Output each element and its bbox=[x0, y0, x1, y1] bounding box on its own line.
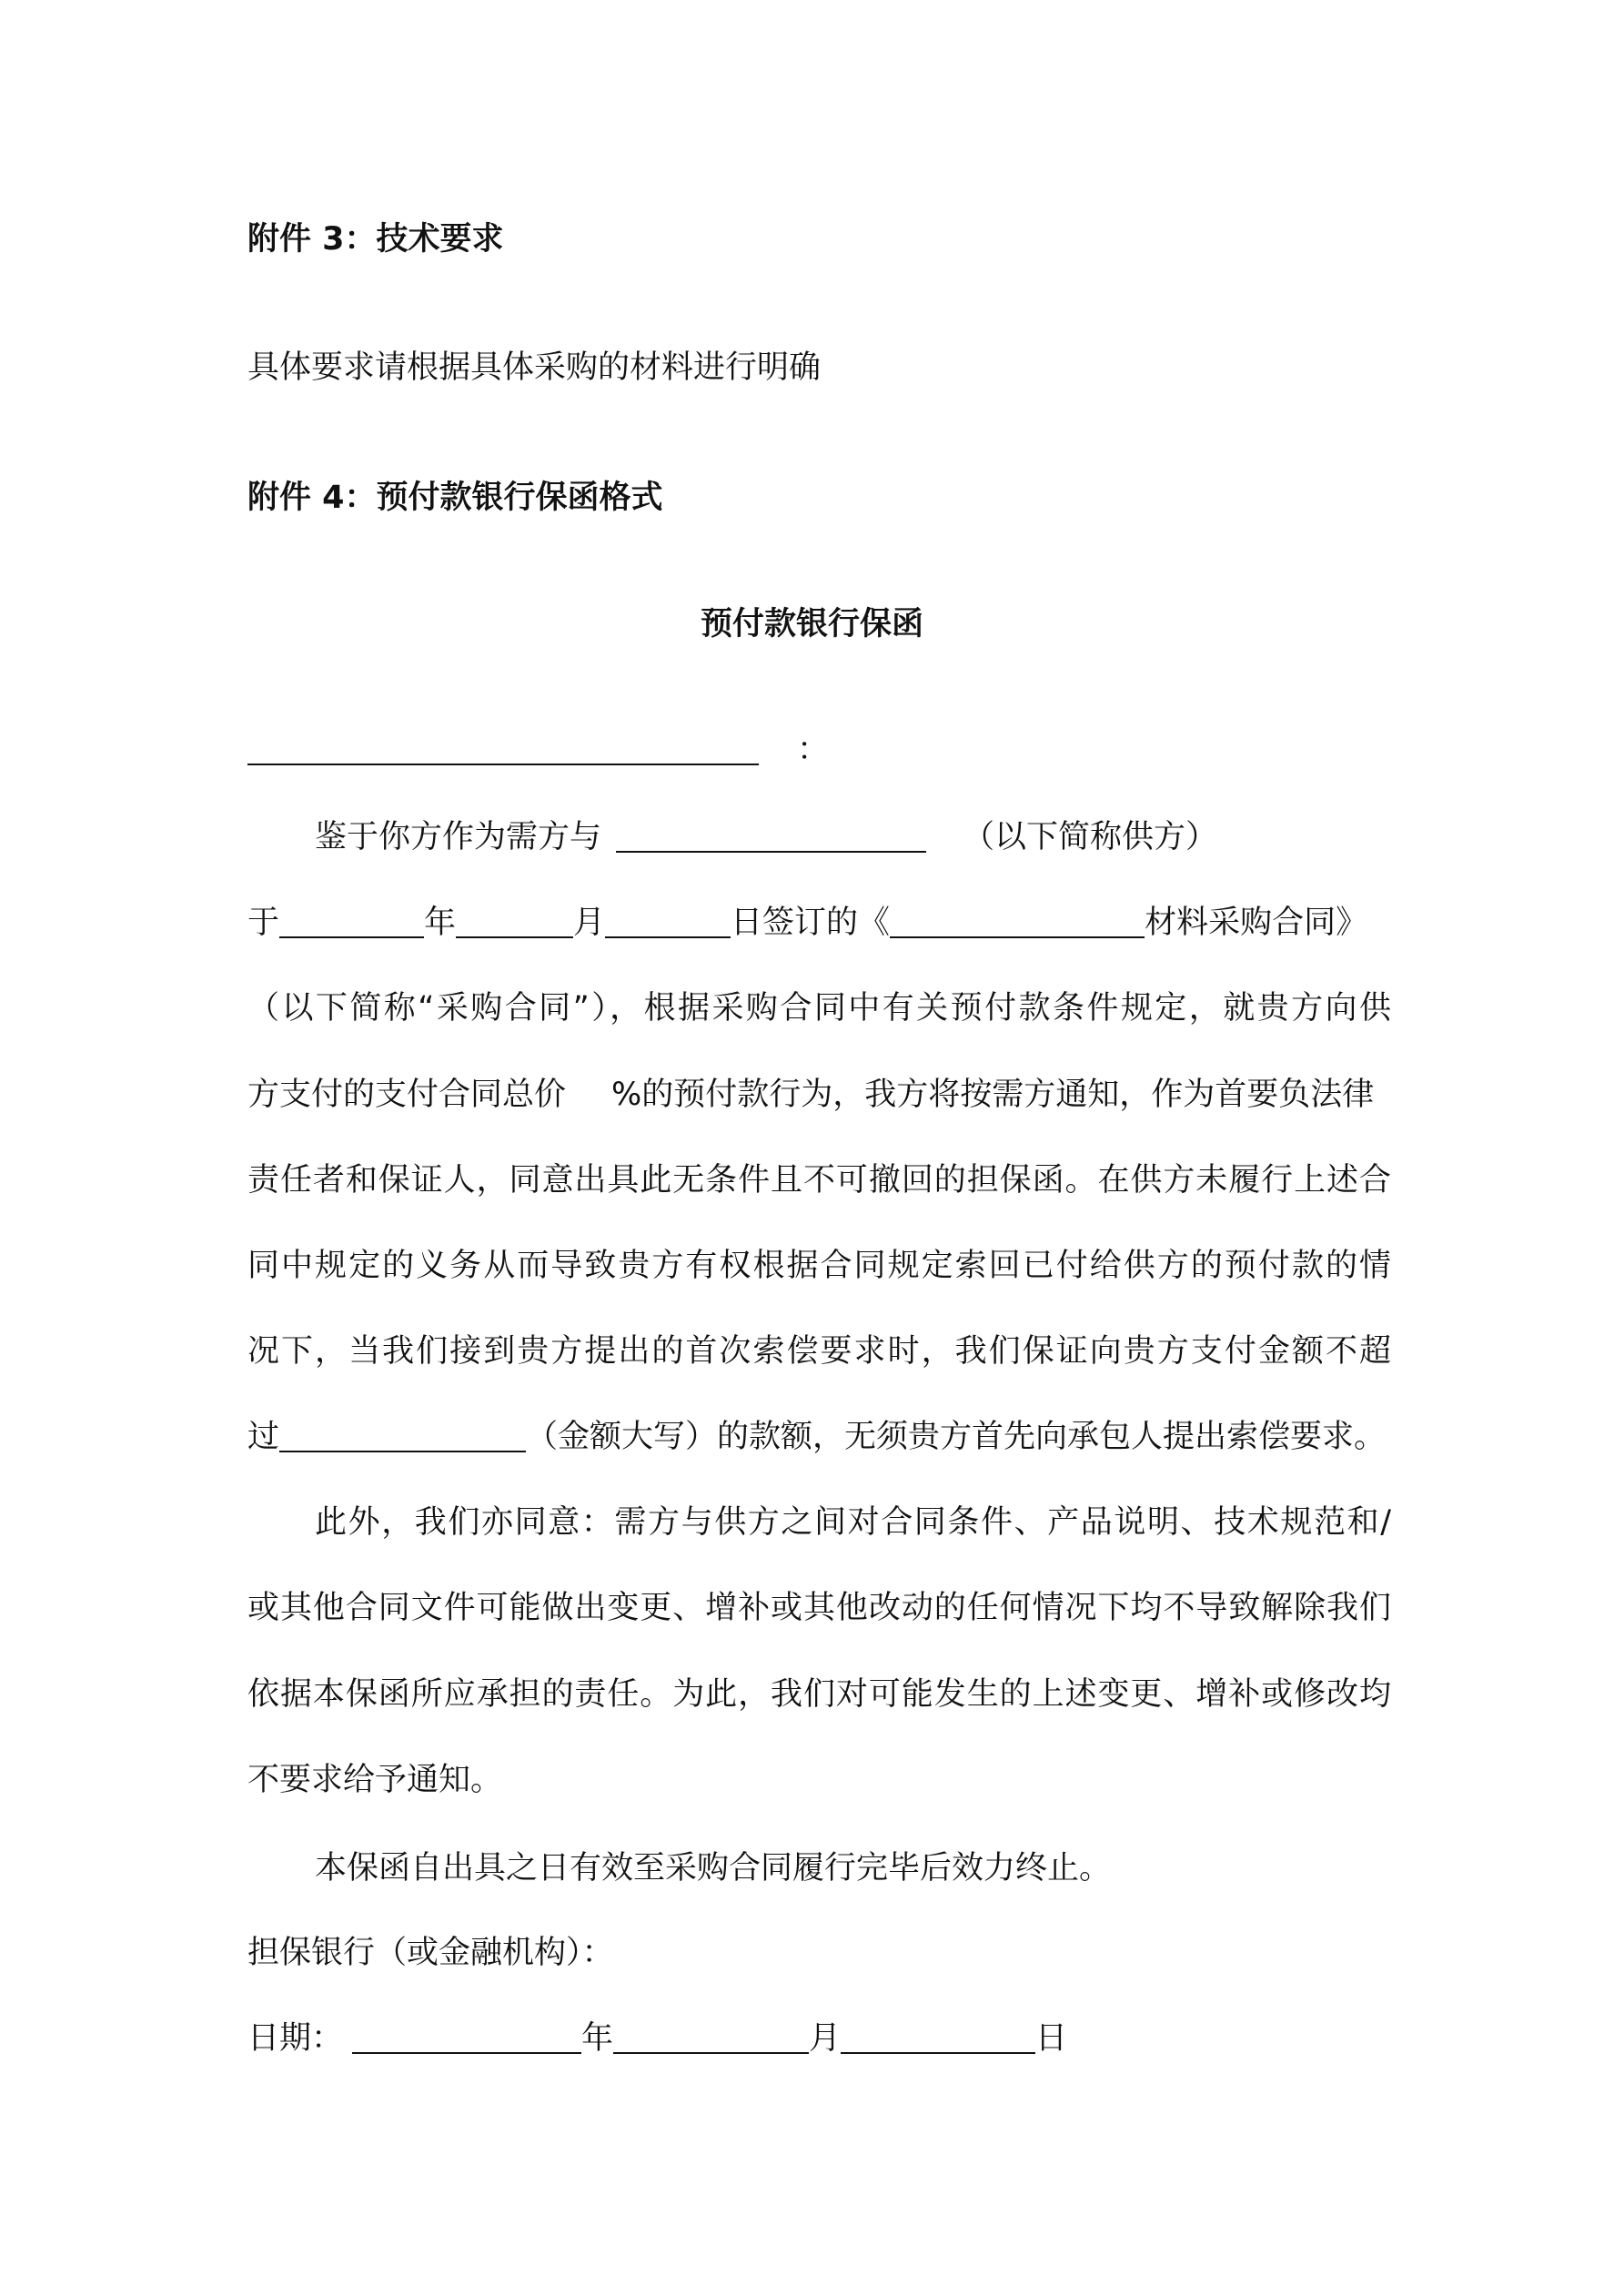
text: 年 bbox=[424, 905, 457, 941]
para1-line2 bbox=[247, 900, 1391, 946]
amount-blank[interactable] bbox=[279, 1414, 526, 1452]
year-blank[interactable] bbox=[279, 900, 424, 938]
text: 材料采购合同》 bbox=[1145, 905, 1368, 941]
para1-line1 bbox=[247, 814, 1391, 860]
supplier-blank[interactable] bbox=[616, 814, 926, 853]
para2-line4: 不要求给予通知。 bbox=[247, 1762, 503, 1798]
addressee-blank[interactable] bbox=[247, 727, 759, 765]
para2-line2: 或其他合同文件可能做出变更、增补或其他改动的任何情况下均不导致解除我们 bbox=[247, 1590, 1391, 1626]
date-label: 日期： bbox=[247, 2020, 344, 2057]
para3: 本保函自出具之日有效至采购合同履行完毕后效力终止。 bbox=[315, 1850, 1112, 1886]
guarantor-bank-label: 担保银行（或金融机构）： bbox=[247, 1935, 614, 1971]
text: 月 bbox=[809, 2020, 842, 2057]
text: （以下简称供方） bbox=[963, 819, 1218, 855]
para1-line5: 责任者和保证人，同意出具此无条件且不可撤回的担保函。在供方未履行上述合 bbox=[247, 1162, 1391, 1199]
date-year-blank[interactable] bbox=[352, 2016, 581, 2054]
text: 鉴于你方作为需方与 bbox=[315, 819, 602, 855]
date-line bbox=[247, 2016, 1391, 2061]
para1-line8 bbox=[247, 1414, 1391, 1460]
text: （金额大写）的款额，无须贵方首先向承包人提出索偿要求。 bbox=[526, 1419, 1387, 1455]
document-title: 预付款银行保函 bbox=[700, 606, 923, 642]
text: 过 bbox=[247, 1419, 280, 1455]
text: 月 bbox=[573, 905, 606, 941]
para1-line7: 况下，当我们接到贵方提出的首次索偿要求时，我们保证向贵方支付金额不超 bbox=[247, 1333, 1391, 1370]
requirement-text: 具体要求请根据具体采购的材料进行明确 bbox=[247, 349, 822, 386]
text: 日 bbox=[1035, 2020, 1068, 2057]
text: %的预付款行为，我方将按需方通知，作为首要负法律 bbox=[611, 1077, 1375, 1113]
date-day-blank[interactable] bbox=[841, 2016, 1035, 2054]
text: 日签订的《 bbox=[731, 905, 891, 941]
heading-attachment-4: 附件 4：预付款银行保函格式 bbox=[247, 480, 663, 516]
salutation-line bbox=[247, 727, 1391, 773]
day-blank[interactable] bbox=[605, 900, 731, 938]
para1-line6: 同中规定的义务从而导致贵方有权根据合同规定索回已付给供方的预付款的情 bbox=[247, 1248, 1391, 1284]
text: 方支付的支付合同总价 bbox=[247, 1077, 567, 1113]
para2-line1: 此外，我们亦同意：需方与供方之间对合同条件、产品说明、技术规范和/ bbox=[315, 1504, 1391, 1541]
text: 年 bbox=[581, 2020, 614, 2057]
month-blank[interactable] bbox=[456, 900, 573, 938]
para1-line4 bbox=[247, 1072, 1391, 1118]
date-month-blank[interactable] bbox=[613, 2016, 809, 2054]
contract-name-blank[interactable] bbox=[890, 900, 1145, 938]
para1-line3: （以下简称“采购合同”），根据采购合同中有关预付款条件规定，就贵方向供 bbox=[247, 990, 1391, 1027]
text: 于 bbox=[247, 905, 280, 941]
colon: ： bbox=[797, 732, 830, 768]
heading-attachment-3: 附件 3：技术要求 bbox=[247, 221, 504, 258]
para2-line3: 依据本保函所应承担的责任。为此，我们对可能发生的上述变更、增补或修改均 bbox=[247, 1676, 1391, 1713]
